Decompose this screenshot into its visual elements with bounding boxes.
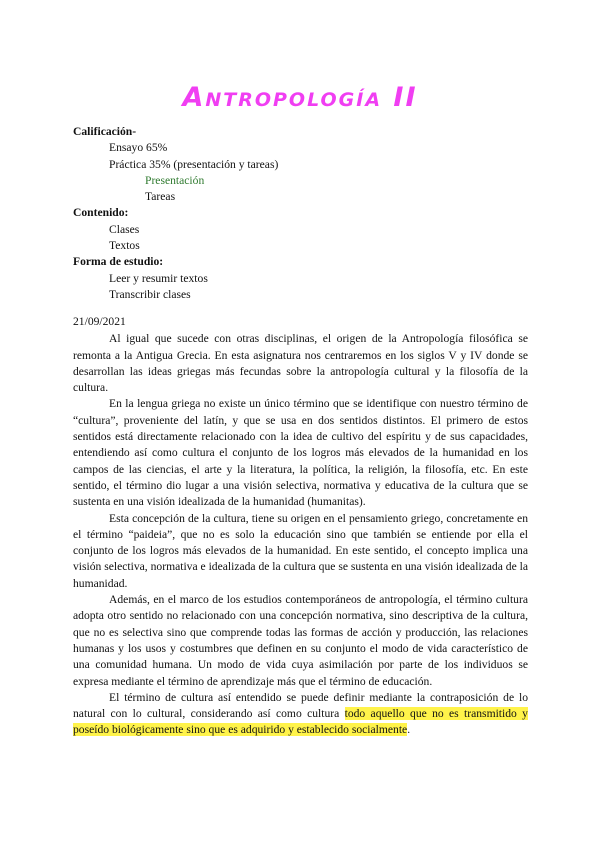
- outline-item: Transcribir clases: [109, 287, 191, 301]
- outline-item: Clases: [109, 222, 140, 236]
- outline-item: Práctica 35% (presentación y tareas): [109, 157, 279, 171]
- paragraph: En la lengua griega no existe un único término que se identifique con nuestro término de “cultura”, proveniente del latín, y que se usa en dos sentidos distintos. El primero de estos sentidos está directamente relacionado con la idea de cultivo del espíritu y de sus capacidades, entendiendo así como cultura el conjunto de los logros más elevados de la humanidad en los campos de las ciencias, el arte y la literatura, la política, la religión, la filosofía, etc. En este sentido, el término dio lugar a una visión selectiva, normativa y educativa de la cultura que se sustenta en una visión idealizada de la humanidad (humanitas).: [73, 397, 528, 509]
- outline-heading: Contenido:: [73, 206, 129, 220]
- paragraph-text: El término de cultura así entendido se puede definir mediante la contraposición de lo natural con lo cultural, considerando así como cultura: [73, 690, 528, 721]
- document-title: Antropología II: [182, 82, 418, 113]
- outline-item: Tareas: [145, 190, 176, 204]
- outline-item: Ensayo 65%: [109, 141, 168, 155]
- outline-item: Textos: [109, 239, 140, 253]
- paragraph: Esta concepción de la cultura, tiene su origen en el pensamiento griego, concretamente en el término “paideia”, que no es solo la educación sino que también se entiende por ella el conjunto de los logros más elevados de la humanidad. En este sentido, el concepto implica una visión selectiva, normativa e idealizada de la cultura que se sustenta en una visión idealizada de la humanidad.: [73, 511, 528, 590]
- outline-item: Leer y resumir textos: [109, 271, 208, 285]
- outline-heading: Forma de estudio:: [73, 255, 164, 269]
- paragraph-with-highlight: [73, 690, 528, 739]
- outline-heading: Calificación-: [73, 125, 137, 138]
- paragraph: Al igual que sucede con otras disciplinas, el origen de la Antropología filosófica se remonta a la Antigua Grecia. En esta asignatura nos centraremos en los siglos V y IV donde se desarrollan las ideas griegas más fecundas sobre la antropología cultural y la filosofía de la cultura.: [73, 332, 528, 395]
- lecture-notes: [73, 314, 528, 739]
- outline-item: Presentación: [145, 173, 205, 187]
- paragraph: Además, en el marco de los estudios contemporáneos de antropología, el término cultura adopta otro sentido no relacionado con una concepción normativa, sino descriptiva de la cultura, que no es selectiva sino que comprende todas las formas de acción y producción, las relaciones humanas y los usos y costumbres que definen en su conjunto el modo de vida característico de una comunidad humana. Un modo de vida cuya asimilación por parte de los individuos se expresa mediante el término de aprendizaje más que el término de educación.: [73, 593, 528, 688]
- lecture-date: 21/09/2021: [73, 315, 126, 328]
- highlighted-text: todo aquello que no es transmitido y poseído biológicamente sino que es adquirido y establecido socialmente: [73, 707, 528, 737]
- paragraph-text-end: .: [407, 723, 411, 737]
- course-outline: [73, 124, 533, 303]
